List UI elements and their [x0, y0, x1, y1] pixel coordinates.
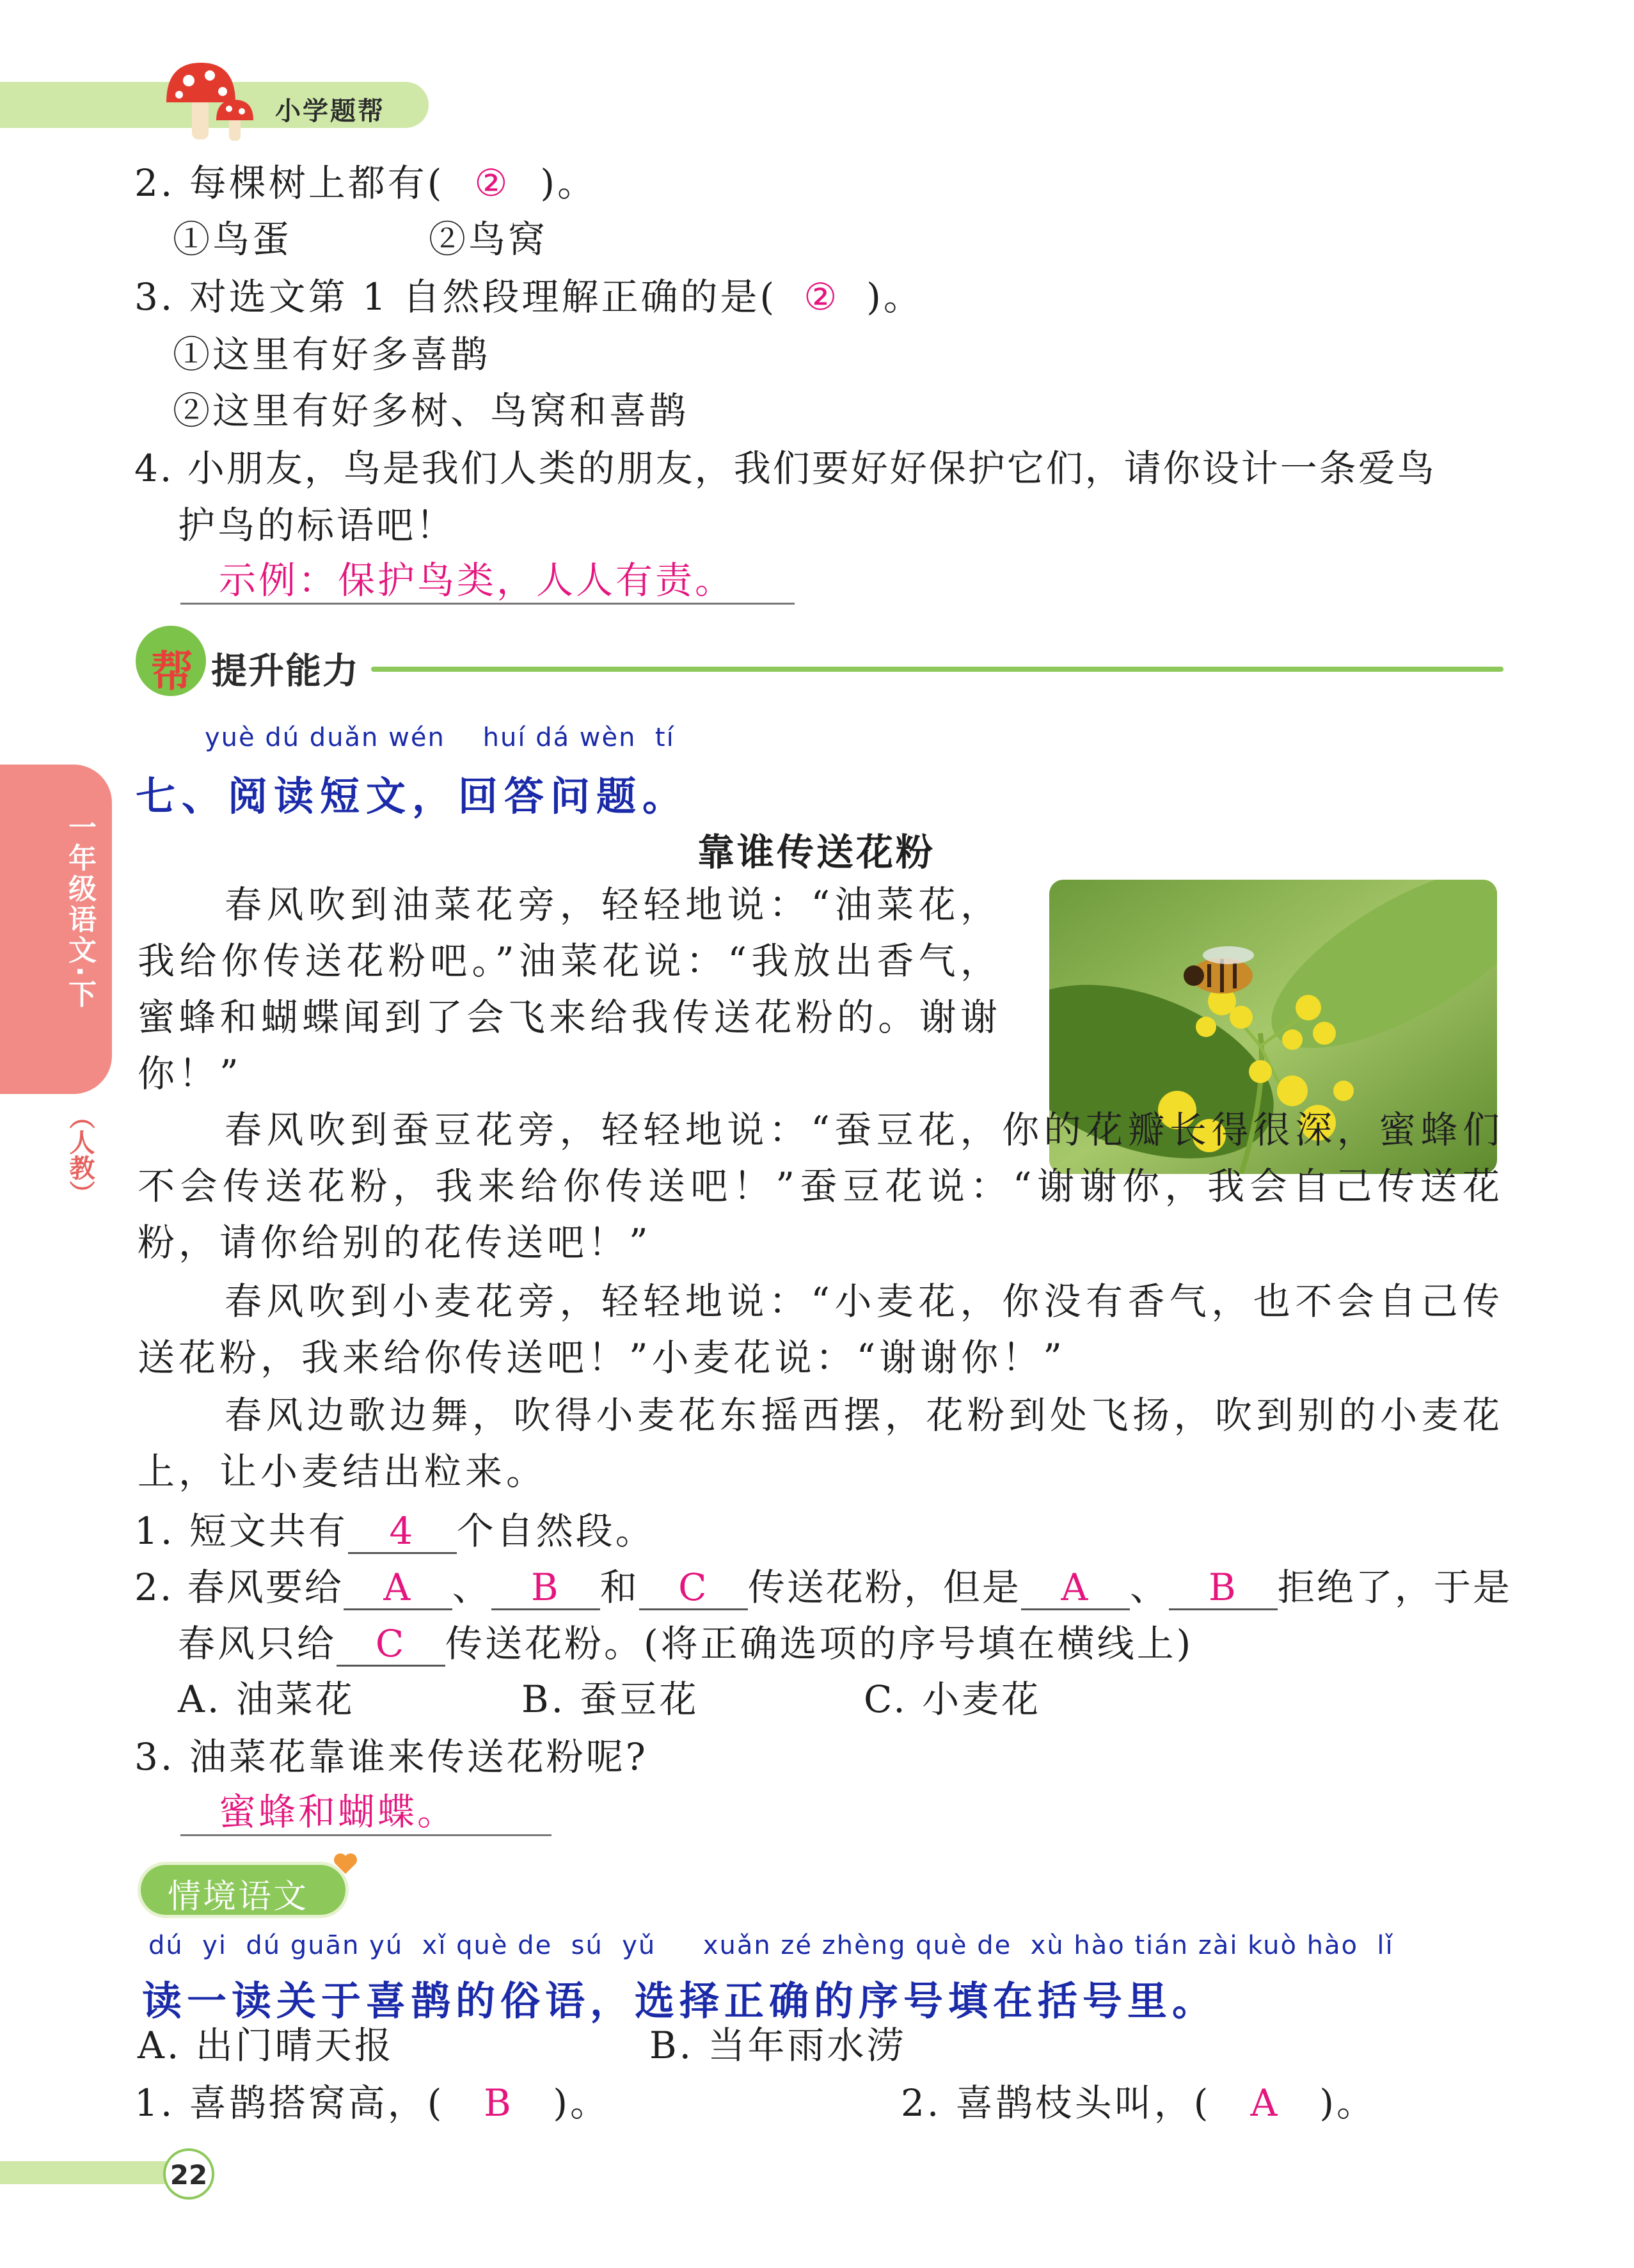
- section-badge-text: 帮: [151, 647, 193, 696]
- question-text: 春风只给: [178, 1622, 337, 1665]
- question-2: [134, 161, 598, 205]
- question-text: 2. 每棵树上都有(: [134, 161, 445, 205]
- paragraph-4: [138, 1387, 1503, 1500]
- answer: B: [484, 2081, 514, 2125]
- situation-badge-text: 情境语文: [168, 1878, 309, 1916]
- option-1: ①鸟蛋: [173, 218, 292, 261]
- question-text: )。: [1319, 2081, 1377, 2125]
- heading-pinyin: dú yi dú guān yú xǐ què de sú yǔ xuǎn zé zhèng què de xù hào tián zài kuò hào lǐ: [148, 1931, 1394, 1960]
- question-4-cont: 护鸟的标语吧！: [178, 504, 456, 547]
- question-3: [134, 275, 923, 319]
- question-text: )。: [540, 161, 598, 205]
- question-4: 4. 小朋友，鸟是我们人类的朋友，我们要好好保护它们，请你设计一条爱鸟: [134, 447, 1436, 490]
- paragraph-text: 春风边歌边舞，吹得小麦花东摇西摆，花粉到处飞扬，吹到别的小麦花上，让小麦结出粒来。: [138, 1393, 1503, 1493]
- mushroom-icon: [154, 56, 262, 146]
- option-a: A. 油菜花: [178, 1677, 355, 1721]
- question-text: )。: [553, 2081, 610, 2125]
- answer-blank: A: [1021, 1567, 1130, 1610]
- question-text: )。: [866, 275, 923, 319]
- question-text: 传送花粉，但是: [747, 1566, 1021, 1609]
- side-tab-grade: 一年级语文·下: [63, 813, 96, 1010]
- passage-title: 靠谁传送花粉: [697, 830, 936, 874]
- side-tab-edition: （人教）: [65, 1104, 95, 1206]
- question-7-2-cont: [178, 1624, 1193, 1667]
- question-text: 、: [452, 1566, 491, 1609]
- heart-icon: [333, 1852, 358, 1875]
- question-text: 1. 短文共有: [134, 1509, 348, 1553]
- section-heading: 七、阅读短文，回答问题。: [136, 773, 689, 820]
- brand-title: 小学题帮: [275, 97, 385, 126]
- option-2: ②鸟窝: [429, 218, 548, 261]
- question-text: 个自然段。: [456, 1509, 655, 1553]
- answer-blank: B: [491, 1567, 600, 1610]
- option-b: B. 蚕豆花: [521, 1677, 699, 1721]
- paragraph-2: [138, 1102, 1503, 1271]
- situation-question-2: [901, 2081, 1377, 2125]
- paragraph-text: 春风吹到油菜花旁，轻轻地说：“油菜花，我给你传送花粉吧。”油菜花说：“我放出香气，蜜蜂和蝴蝶闻到了会飞来给我传送花粉的。谢谢你！”: [138, 883, 1001, 1095]
- question-7-2: [134, 1567, 1512, 1610]
- paragraph-3: [138, 1273, 1503, 1386]
- question-text: 2. 春风要给: [134, 1566, 344, 1609]
- answer-blank: A: [344, 1567, 452, 1610]
- answer-blank: B: [1169, 1567, 1278, 1610]
- option-c: C. 小麦花: [864, 1677, 1042, 1721]
- section-title: 提升能力: [211, 651, 360, 692]
- heading-pinyin: yuè dú duǎn wén huí dá wèn tí: [205, 723, 675, 752]
- question-text: 3. 对选文第 1 自然段理解正确的是(: [134, 275, 777, 319]
- question-7-3: 3. 油菜花靠谁来传送花粉呢?: [134, 1735, 648, 1779]
- option-a: A. 出门晴天报: [138, 2024, 394, 2067]
- question-text: 、: [1129, 1566, 1169, 1609]
- paragraph-text: 春风吹到小麦花旁，轻轻地说：“小麦花，你没有香气，也不会自己传送花粉，我来给你传送吧！”小麦花说：“谢谢你！”: [138, 1280, 1503, 1379]
- answer: ②: [474, 161, 511, 205]
- question-7-1: [134, 1511, 655, 1554]
- paragraph-text: 春风吹到蚕豆花旁，轻轻地说：“蚕豆花，你的花瓣长得很深，蜜蜂们不会传送花粉，我来给你传送吧！”蚕豆花说：“谢谢你，我会自己传送花粉，请你给别的花传送吧！”: [138, 1108, 1503, 1264]
- option-2: ②这里有好多树、鸟窝和喜鹊: [173, 389, 689, 432]
- situation-heading: 读一读关于喜鹊的俗语，选择正确的序号填在括号里。: [142, 1978, 1218, 2024]
- answer-blank: C: [337, 1624, 445, 1667]
- question-text: 2. 喜鹊枝头叫，(: [901, 2081, 1211, 2125]
- option-b: B. 当年雨水涝: [649, 2024, 907, 2067]
- answer-line: 蜜蜂和蝴蝶。: [180, 1793, 551, 1836]
- situation-question-1: [134, 2081, 610, 2125]
- question-text: 传送花粉。(将正确选项的序号填在横线上): [445, 1622, 1194, 1665]
- option-1: ①这里有好多喜鹊: [173, 333, 491, 376]
- question-text: 1. 喜鹊搭窝高，(: [134, 2081, 445, 2125]
- paragraph-1: [138, 876, 1001, 1102]
- answer-line: 示例：保护鸟类，人人有责。: [180, 562, 795, 605]
- answer-blank: 4: [348, 1511, 457, 1554]
- question-text: 拒绝了，于是: [1277, 1566, 1512, 1609]
- page-number: 22: [170, 2159, 208, 2191]
- answer: ②: [804, 275, 840, 319]
- answer-blank: C: [639, 1567, 748, 1610]
- section-divider: [371, 667, 1503, 672]
- answer: A: [1250, 2081, 1280, 2125]
- question-text: 和: [599, 1566, 639, 1609]
